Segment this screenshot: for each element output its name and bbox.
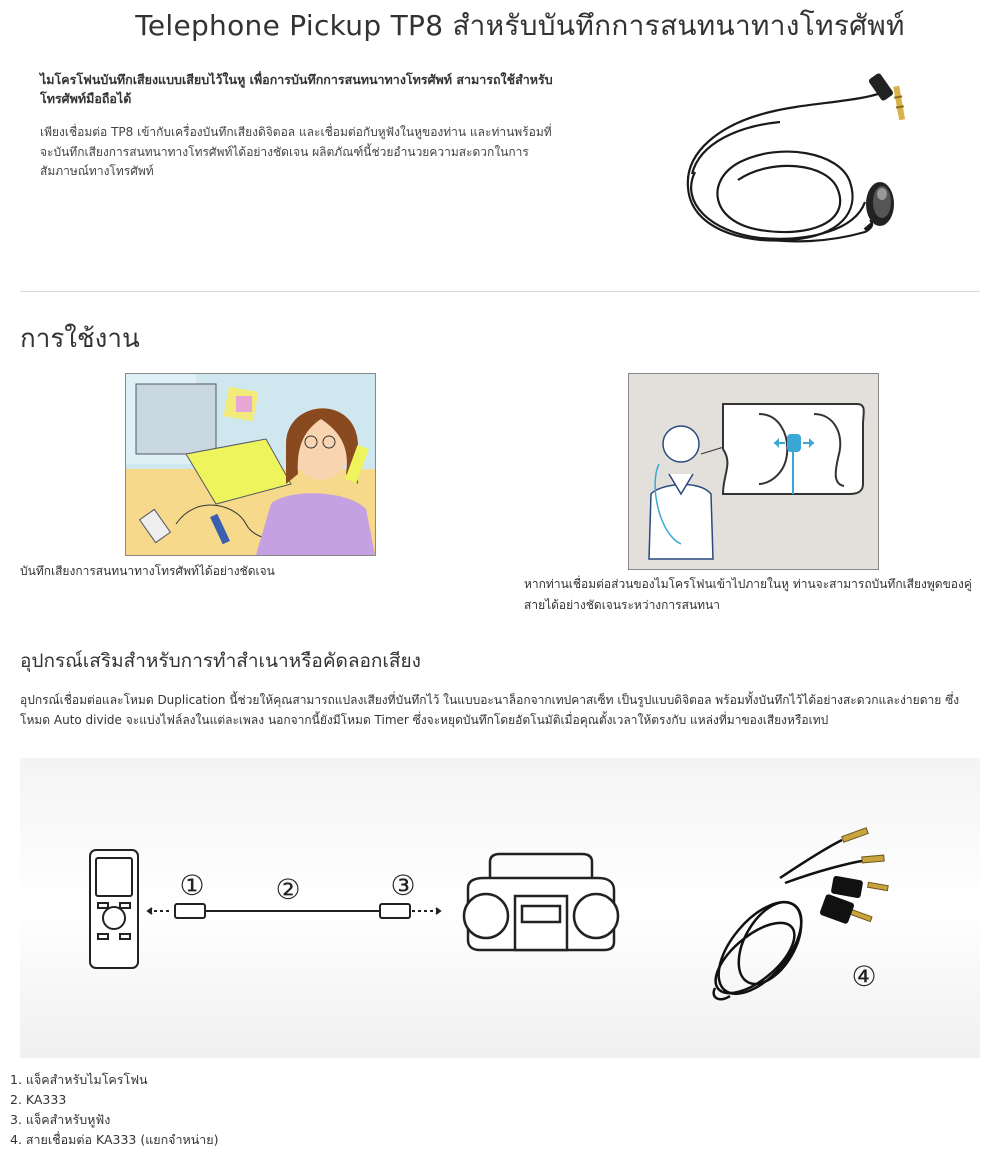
list-item: 1. แจ็คสำหรับไมโครโฟน bbox=[10, 1072, 148, 1087]
marker-2: ② bbox=[275, 873, 301, 906]
accessory-paragraph: อุปกรณ์เชื่อมต่อและโหมด Duplication นี้ช่วยให้คุณสามารถแปลงเสียงที่บันทึกไว้ ในแบบอะนาล็อกจากเทปคาสเซ็ท เป็นรูปแบบดิจิตอล พร้อมทั้งบันทึกไว้ได้อย่างสะดวกและง่ายดาย ซึ่งโหมด Auto divide จะแบ่งไฟล์ลงในแต่ละเพลง นอกจากนี้ยังมีโหมด Timer ซึ่งจะหยุดบันทึกโดยอัตโนมัติเมื่อคุณตั้งเวลาให้ตรงกับ แหล่งที่มาของเสียงหรือเทป bbox=[20, 693, 960, 727]
recorder-icon bbox=[90, 850, 138, 968]
page-title: Telephone Pickup TP8 สำหรับบันทึกการสนทนาทางโทรศัพท์ bbox=[135, 9, 905, 42]
list-item: 4. สายเชื่อมต่อ KA333 (แยกจำหน่าย) bbox=[10, 1132, 219, 1147]
intro-headline: ไมโครโฟนบันทึกเสียงแบบเสียบไว้ในหู เพื่อการบันทึกการสนทนาทางโทรศัพท์ สามารถใช้สำหรับโทรศัพท์มือถือได้ bbox=[40, 72, 553, 106]
accessory-list bbox=[10, 1070, 219, 1150]
earphone-image bbox=[660, 62, 930, 282]
list-item: 3. แจ็คสำหรับหูฟัง bbox=[10, 1112, 111, 1127]
list-item: 2. KA333 bbox=[10, 1092, 67, 1107]
marker-4: ④ bbox=[851, 960, 877, 993]
usage-caption-2: หากท่านเชื่อมต่อส่วนของไมโครโฟนเข้าไปภายในหู ท่านจะสามารถบันทึกเสียงพูดของคู่สายได้อย่างชัดเจนระหว่างการสนทนา bbox=[524, 577, 972, 612]
usage-heading: การใช้งาน bbox=[20, 324, 140, 354]
duplication-setup-diagram bbox=[20, 758, 980, 1058]
earpiece-diagram bbox=[628, 373, 879, 570]
intro-paragraph: เพียงเชื่อมต่อ TP8 เข้ากับเครื่องบันทึกเสียงดิจิตอล และเชื่อมต่อกับหูฟังในหูของท่าน และท่านพร้อมที่จะบันทึกเสียงการสนทนาทางโทรศัพท์ได้อย่างชัดเจน ผลิตภัณฑ์นี้ช่วยอำนวยความสะดวกในการสัมภาษณ์ทางโทรศัพท์ bbox=[40, 125, 552, 178]
marker-3: ③ bbox=[390, 869, 416, 902]
marker-1: ① bbox=[179, 869, 205, 902]
section-divider bbox=[20, 291, 980, 292]
accessory-heading: อุปกรณ์เสริมสำหรับการทำสำเนาหรือคัดลอกเสียง bbox=[20, 650, 421, 672]
phone-call-illustration bbox=[125, 373, 376, 556]
usage-caption-1: บันทึกเสียงการสนทนาทางโทรศัพท์ได้อย่างชัดเจน bbox=[20, 564, 275, 578]
